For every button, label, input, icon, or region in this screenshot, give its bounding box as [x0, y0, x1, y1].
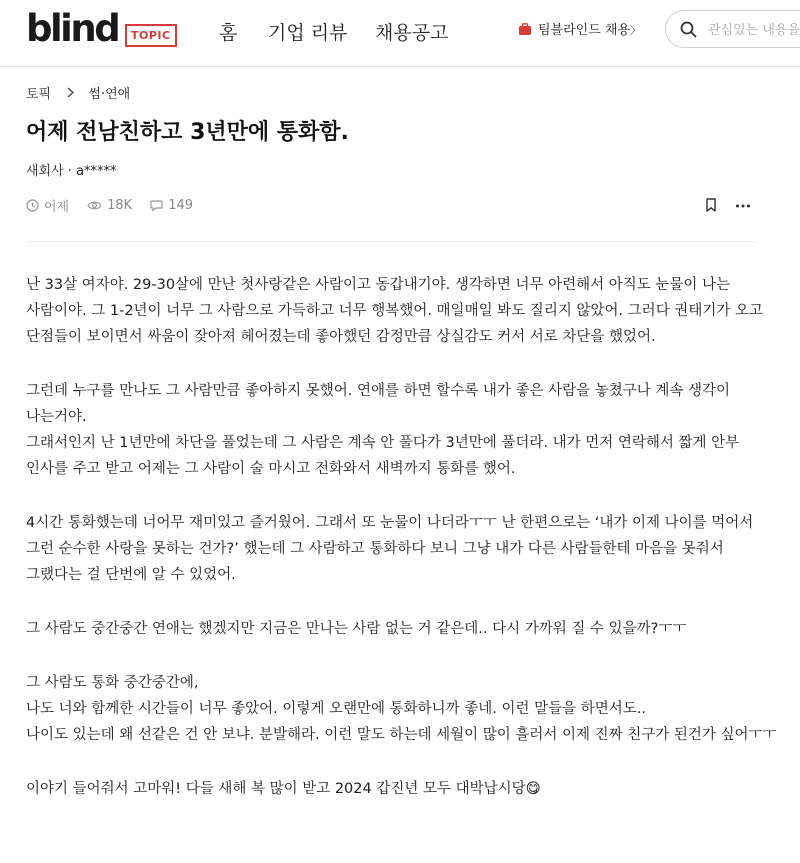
chevron-right-icon: 〉 — [630, 24, 642, 37]
more-options-icon[interactable] — [735, 195, 751, 213]
post-paragraph: 그런데 누구를 만나도 그 사람만큼 좋아하지 못했어. 연애를 하면 할수록 내가 좋은 사람을 놓쳤구나 계속 생각이 나는거야. 그래서인지 난 1년만에 차단을 풀었는데 그 사람은 계속 안 풀다가 3년만에 풀더라. 내가 먼저 연락해서 짧게 안부 인사를 주고 받고 어제는 그 사람이 술 마시고 전화와서 새벽까지 통화를 했어. — [26, 383, 740, 477]
post-meta — [26, 194, 211, 216]
divider — [26, 241, 756, 242]
bookmark-icon[interactable] — [705, 197, 717, 216]
post-paragraph: 이야기 들어줘서 고마워! 다들 새해 복 많이 받고 2024 갑진년 모두 대박납시당😋 — [26, 781, 541, 797]
clock-icon — [26, 199, 39, 212]
comments-count: 149 — [168, 197, 194, 213]
post-comments[interactable] — [150, 198, 193, 213]
views-count: 18K — [107, 197, 133, 213]
breadcrumb-category[interactable]: 썸·연애 — [88, 87, 131, 102]
topic-badge[interactable]: TOPIC — [125, 24, 177, 47]
recruit-label: 팀블라인드 채용 — [538, 23, 631, 38]
breadcrumb — [26, 86, 130, 105]
eye-icon — [87, 200, 102, 211]
briefcase-icon — [518, 23, 532, 42]
post-time — [26, 196, 69, 215]
comment-icon — [150, 199, 163, 212]
top-header — [0, 0, 800, 67]
search-input[interactable] — [706, 19, 800, 41]
post-views — [87, 198, 132, 213]
post-paragraph: 4시간 통화했는데 너어무 재미있고 즐거웠어. 그래서 또 눈물이 나더라ㅜㅜ 난 한편으로는 ‘내가 이제 나이를 먹어서 그런 순수한 사랑을 못하는 건가?’ 했는데 그 사람하고 통화하다 보니 그냥 내가 다른 사람들한테 마음을 못줘서 그랬다는 걸 단번에 알 수 있었어. — [26, 515, 754, 583]
post-paragraph: 난 33살 여자야. 29-30살에 만난 첫사랑같은 사람이고 동갑내기야. 생각하면 너무 아련해서 아직도 눈물이 나는 사람이야. 그 1-2년이 너무 그 사람으로 가득하고 너무 행복했어. 매일매일 봐도 질리지 않았어. 그러다 권태기가 오고 단점들이 보이면서 싸움이 잦아져 헤어졌는데 좋아했던 감정만큼 상실감도 커서 서로 차단을 했었어. — [26, 277, 763, 345]
post-title: 어제 전남친하고 3년만에 통화함. — [26, 120, 349, 145]
post-body — [26, 272, 778, 830]
search-box[interactable] — [665, 10, 800, 48]
blind-logo[interactable]: blind — [26, 7, 119, 50]
search-icon[interactable] — [680, 21, 697, 42]
nav-home[interactable]: 홈 — [219, 22, 238, 44]
post-paragraph: 그 사람도 중간중간 연애는 했겠지만 지금은 만나는 사람 없는 거 같은데.. 다시 가까워 질 수 있을까?ㅜㅜ — [26, 621, 687, 637]
breadcrumb-topic[interactable]: 토픽 — [26, 87, 52, 102]
post-paragraph: 그 사람도 통화 중간중간에, 나도 너와 함께한 시간들이 너무 좋았어. 이렇게 오랜만에 통화하니까 좋네. 이런 말들을 하면서도.. 나이도 있는데 왜 선같은 건 안 보냐. 분발해라. 이런 말도 하는데 세월이 많이 흘러서 이제 진짜 친구가 된건가 싶어ㅜㅜ — [26, 675, 777, 743]
nav-jobs[interactable]: 채용공고 — [375, 22, 449, 44]
nav-company-review[interactable]: 기업 리뷰 — [268, 22, 348, 44]
chevron-right-icon — [67, 86, 74, 104]
time-label: 어제 — [44, 199, 70, 215]
post-author[interactable]: 새회사 · a***** — [26, 164, 117, 179]
teamblind-recruit-link[interactable] — [518, 22, 641, 42]
